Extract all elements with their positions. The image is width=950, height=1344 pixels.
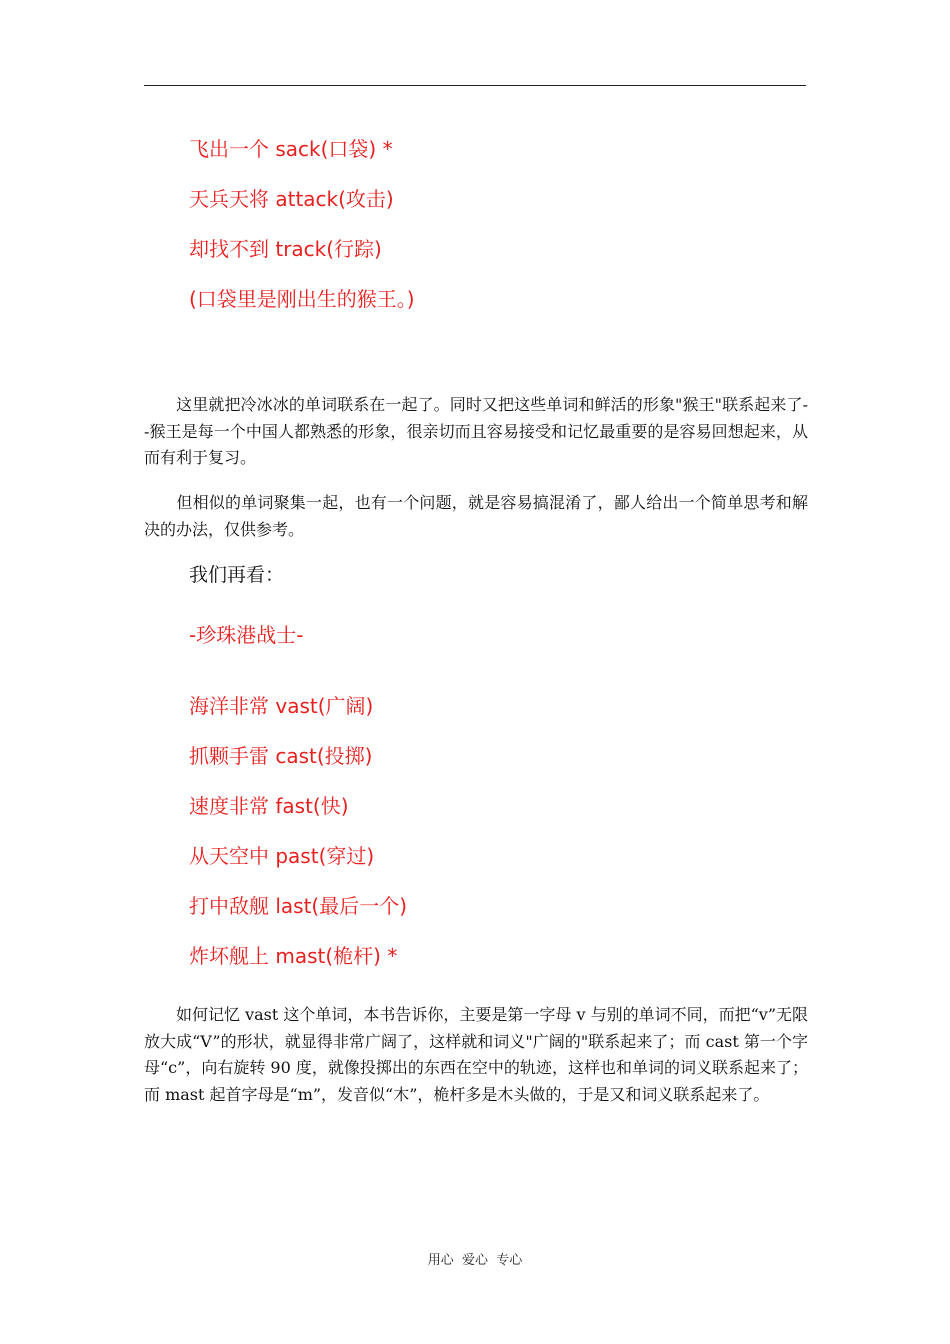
poem2-line-5: 打中敌舰 last(最后一个) [189,894,408,918]
paragraph-problem: 但相似的单词聚集一起，也有一个问题，就是容易搞混淆了，鄙人给出一个简单思考和解决的办法，仅供参考。 [144,493,808,539]
poem2-line-2: 抓颗手雷 cast(投掷) [189,744,373,768]
poem2-line-3: 速度非常 fast(快) [189,794,349,818]
header-rule [144,85,806,86]
poem1-line-1: 飞出一个 sack(口袋) * [189,137,393,161]
poem1-line-4: (口袋里是刚出生的猴王。) [189,287,415,311]
poem2-line-1: 海洋非常 vast(广阔) [189,694,374,718]
paragraph-closing: 如何记忆 vast 这个单词，本书告诉你，主要是第一字母 v 与别的单词不同，而把“v”无限放大成“V”的形状，就显得非常广阔了，这样就和词义"广阔的"联系起来了；而 cast 第一个字母“c”，向右旋转 90 度，就像投掷出的东西在空中的轨迹，这样也和单词的词义联系起来了；而 mast 起首字母是“m”，发音似“木”，桅杆多是木头做的，于是又和词义联系起来了。 [144,1005,809,1104]
poem1-line-3: 却找不到 track(行踪) [189,237,382,261]
poem2-line-4: 从天空中 past(穿过) [189,844,375,868]
lead-text: 我们再看： [189,564,285,586]
poem2-title: -珍珠港战士- [189,623,304,647]
poem1-line-2: 天兵天将 attack(攻击) [189,187,394,211]
page-footer: 用心 爱心 专心 [427,1253,523,1268]
poem2-line-6: 炸坏舰上 mast(桅杆) * [189,944,398,968]
paragraph-explanation: 这里就把冷冰冰的单词联系在一起了。同时又把这些单词和鲜活的形象"猴王"联系起来了--猴王是每一个中国人都熟悉的形象，很亲切而且容易接受和记忆最重要的是容易回想起来，从而有利于复习。 [144,395,808,467]
